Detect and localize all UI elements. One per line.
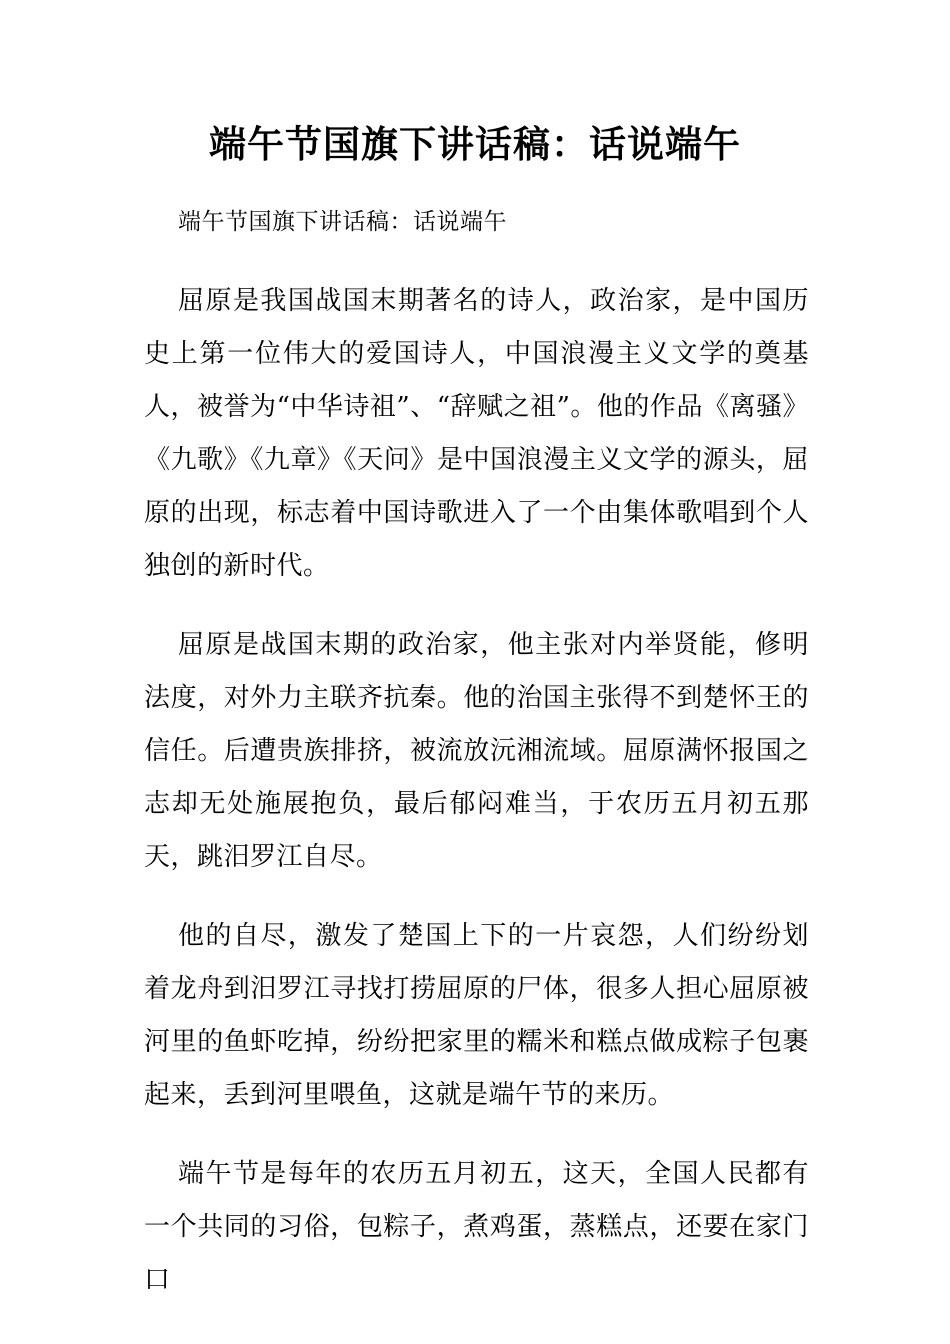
document-title: 端午节国旗下讲话稿：话说端午 [209,123,741,166]
paragraph-2: 屈原是战国末期的政治家，他主张对内举贤能，修明法度，对外力主联齐抗秦。他的治国主张得不到楚怀王的信任。后遭贵族排挤，被流放沅湘流域。屈原满怀报国之志却无处施展抱负，最后郁闷难当，于农历五月初五那天，跳汨罗江自尽。 [144,630,809,872]
paragraph-1: 屈原是我国战国末期著名的诗人，政治家，是中国历史上第一位伟大的爱国诗人，中国浪漫主义文学的奠基人，被誉为“中华诗祖”、“辞赋之祖”。他的作品《离骚》《九歌》《九章》《天问》是中国浪漫主义文学的源头，屈原的出现，标志着中国诗歌进入了一个由集体歌唱到个人独创的新时代。 [144,286,809,581]
document-subtitle: 端午节国旗下讲话稿：话说端午 [178,209,507,235]
paragraph-3: 他的自尽，激发了楚国上下的一片哀怨，人们纷纷划着龙舟到汨罗江寻找打捞屈原的尸体，很多人担心屈原被河里的鱼虾吃掉，纷纷把家里的糯米和糕点做成粽子包裹起来，丢到河里喂鱼，这就是端午节的来历。 [144,921,809,1110]
document-body [144,196,809,1307]
paragraph-4: 端午节是每年的农历五月初五，这天，全国人民都有一个共同的习俗，包粽子，煮鸡蛋，蒸糕点，还要在家门口 [144,1159,809,1295]
